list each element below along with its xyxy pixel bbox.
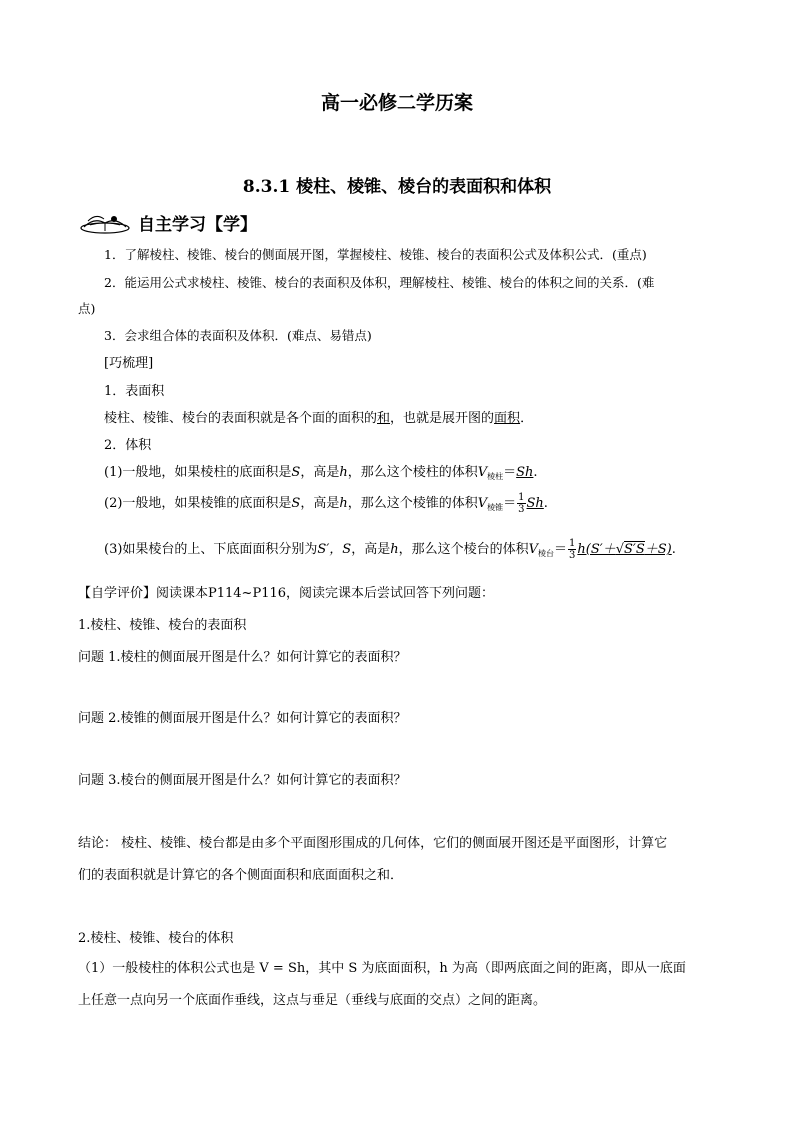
p2-var-v: V	[477, 496, 488, 511]
lesson-subtitle: 8.3.1 棱柱、棱锥、棱台的表面积和体积	[242, 177, 552, 197]
p1-subscript: 棱柱	[487, 472, 504, 481]
p2-text-a: (2)一般地，如果棱锥的底面积是	[104, 496, 292, 511]
p2-text-b: ，高是	[300, 496, 340, 511]
p3-text-c: ，那么这个棱台的体积	[398, 542, 529, 557]
question-1: 问题 1.棱柱的侧面展开图是什么？如何计算它的表面积？	[78, 650, 407, 665]
p1-text-b: ，高是	[300, 465, 340, 480]
self-eval-line: 【自学评价】阅读课本P114~P116，阅读完课本后尝试回答下列问题：	[78, 586, 495, 601]
p2-subscript: 棱锥	[487, 503, 504, 512]
p3-answer-b: ＋S)	[644, 542, 672, 557]
p2-answer: Sh	[526, 496, 544, 511]
p2-fraction-num: 1	[518, 492, 525, 503]
p1-var-v: V	[477, 465, 488, 480]
goal-2-cont: 点)	[78, 301, 96, 316]
surface-answer-sum: 和	[377, 411, 391, 426]
conclusion-line-1: 结论： 棱柱、棱锥、棱台都是由多个平面图形围成的几何体，它们的侧面展开图还是平面图形，计算它	[78, 836, 668, 851]
section-heading-text: 自主学习【学】	[138, 215, 257, 235]
surface-answer-area: 面积	[494, 411, 521, 426]
p1-text-a: (1)一般地，如果棱柱的底面积是	[104, 465, 292, 480]
part2-title: 2.棱柱、棱锥、棱台的体积	[78, 931, 234, 946]
prism-volume-formula-1: （1）一般棱柱的体积公式也是 V = Sh，其中 S 为底面面积，h 为高（即两底面之间的距离，即从一底面	[78, 961, 686, 976]
p3-var-v: V	[528, 542, 538, 557]
volume-heading: 2．体积	[104, 438, 152, 453]
p3-vars: S′，S	[317, 542, 352, 557]
p3-text-b: ，高是	[351, 542, 391, 557]
p3-text-a: (3)如果棱台的上、下底面面积分别为	[104, 542, 318, 557]
goal-3: 3．会求组合体的表面积及体积．(难点、易错点)	[104, 328, 372, 343]
p1-eq: ＝	[503, 465, 517, 480]
surface-text-c: ．	[520, 411, 534, 426]
surface-text-b: ，也就是展开图的	[390, 411, 495, 426]
p2-end: .	[543, 496, 548, 511]
p3-eq: ＝	[553, 542, 567, 557]
p1-text-c: ，那么这个棱柱的体积	[347, 465, 478, 480]
p3-fraction-den: 3	[569, 550, 576, 561]
goal-1: 1．了解棱柱、棱锥、棱台的侧面展开图，掌握棱柱、棱锥、棱台的表面积公式及体积公式．(重点)	[104, 247, 647, 262]
p3-answer-a: h(S′＋	[577, 542, 616, 557]
page-title: 高一必修二学历案	[320, 92, 473, 114]
p3-end: .	[671, 542, 676, 557]
conclusion-line-2: 们的表面积就是计算它的各个侧面面积和底面面积之和．	[78, 868, 404, 883]
p3-fraction-num: 1	[569, 538, 576, 549]
p1-var-h: h	[339, 465, 348, 480]
prism-volume-line	[104, 461, 538, 482]
question-2: 问题 2.棱锥的侧面展开图是什么？如何计算它的表面积？	[78, 711, 407, 726]
p3-answer: h(S′＋√S′S＋S)	[577, 542, 672, 557]
p3-fraction	[568, 538, 576, 561]
p2-fraction	[517, 492, 525, 515]
p1-var-s: S	[291, 465, 301, 480]
p3-sqrt: S′S	[623, 542, 645, 557]
p3-subscript: 棱台	[537, 549, 554, 558]
p2-text-c: ，那么这个棱锥的体积	[347, 496, 478, 511]
p1-answer: Sh	[516, 465, 534, 480]
pyramid-volume-line	[104, 492, 548, 515]
p2-eq: ＝	[503, 496, 517, 511]
review-label: [巧梳理]	[104, 356, 154, 371]
surface-text-a: 棱柱、棱锥、棱台的表面积就是各个面的面积的	[104, 411, 378, 426]
part1-title: 1.棱柱、棱锥、棱台的表面积	[78, 618, 247, 633]
p3-var-h: h	[390, 542, 399, 557]
surface-heading: 1．表面积	[104, 384, 165, 399]
reading-book-icon	[78, 211, 132, 235]
goal-2: 2．能运用公式求棱柱、棱锥、棱台的表面积及体积，理解棱柱、棱锥、棱台的体积之间的关系．(难	[104, 275, 655, 290]
frustum-volume-line	[104, 538, 676, 561]
surface-text	[104, 407, 533, 426]
p2-var-h: h	[339, 496, 348, 511]
section-heading	[78, 210, 257, 235]
prism-volume-formula-2: 上任意一点向另一个底面作垂线，这点与垂足（垂线与底面的交点）之间的距离。	[78, 993, 547, 1008]
p2-var-s: S	[291, 496, 301, 511]
p1-end: .	[533, 465, 538, 480]
question-3: 问题 3.棱台的侧面展开图是什么？如何计算它的表面积？	[78, 773, 407, 788]
p2-fraction-den: 3	[518, 504, 525, 515]
